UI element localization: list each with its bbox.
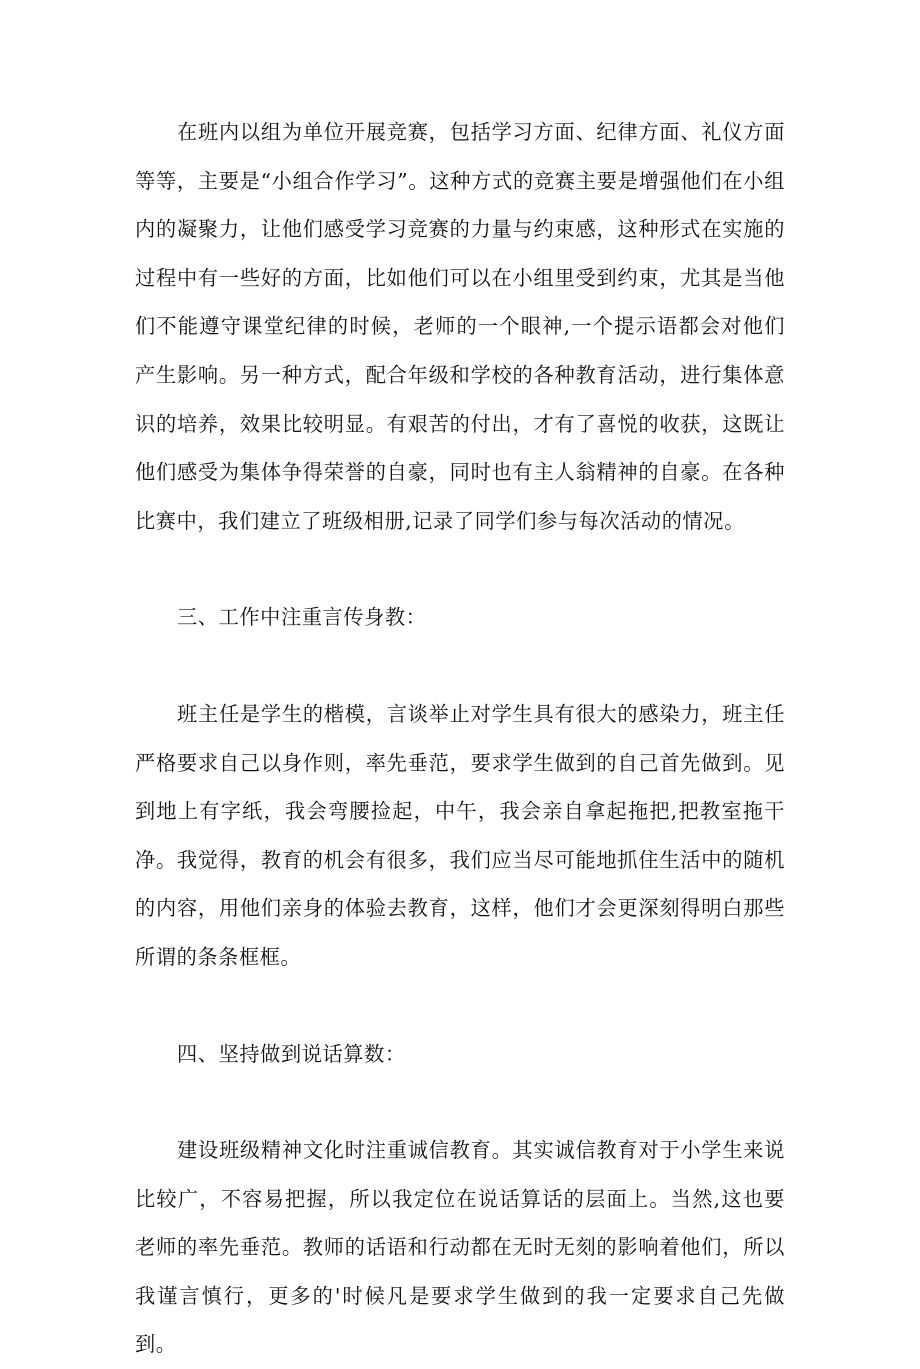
paragraph-gap <box>135 642 785 690</box>
document-body <box>135 108 785 1369</box>
paragraph-gap <box>135 545 785 593</box>
section-heading-3: 三、工作中注重言传身教： <box>177 605 427 630</box>
paragraph-gap <box>135 1078 785 1126</box>
paragraph-competition: 在班内以组为单位开展竞赛，包括学习方面、纪律方面、礼仪方面等等，主要是“小组合作学习”。这种方式的竞赛主要是增强他们在小组内的凝聚力，让他们感受学习竞赛的力量与约束感，这种形式在实施的过程中有一些好的方面，比如他们可以在小组里受到约束，尤其是当他们不能遵守课堂纪律的时候，老师的一个眼神,一个提示语都会对他们产生影响。另一种方式，配合年级和学校的各种教育活动，进行集体意识的培养，效果比较明显。有艰苦的付出，才有了喜悦的收获，这既让他们感受为集体争得荣誉的自豪，同时也有主人翁精神的自豪。在各种比赛中，我们建立了班级相册,记录了同学们参与每次活动的情况。 <box>135 120 785 533</box>
paragraph-integrity: 建设班级精神文化时注重诚信教育。其实诚信教育对于小学生来说比较广，不容易把握，所以我定位在说话算话的层面上。当然,这也要老师的率先垂范。教师的话语和行动都在无时无刻的影响着他们，所以我谨言慎行，更多的'时候凡是要求学生做到的我一定要求自己先做到。 <box>135 1138 785 1357</box>
section-heading-4: 四、坚持做到说话算数： <box>177 1041 406 1066</box>
paragraph-gap <box>135 982 785 1030</box>
paragraph-role-model: 班主任是学生的楷模，言谈举止对学生具有很大的感染力，班主任严格要求自己以身作则，率先垂范，要求学生做到的自己首先做到。见到地上有字纸，我会弯腰捡起，中午，我会亲自拿起拖把,把教室拖干净。我觉得，教育的机会有很多，我们应当尽可能地抓住生活中的随机的内容，用他们亲身的体验去教育，这样，他们才会更深刻得明白那些所谓的条条框框。 <box>135 701 785 969</box>
